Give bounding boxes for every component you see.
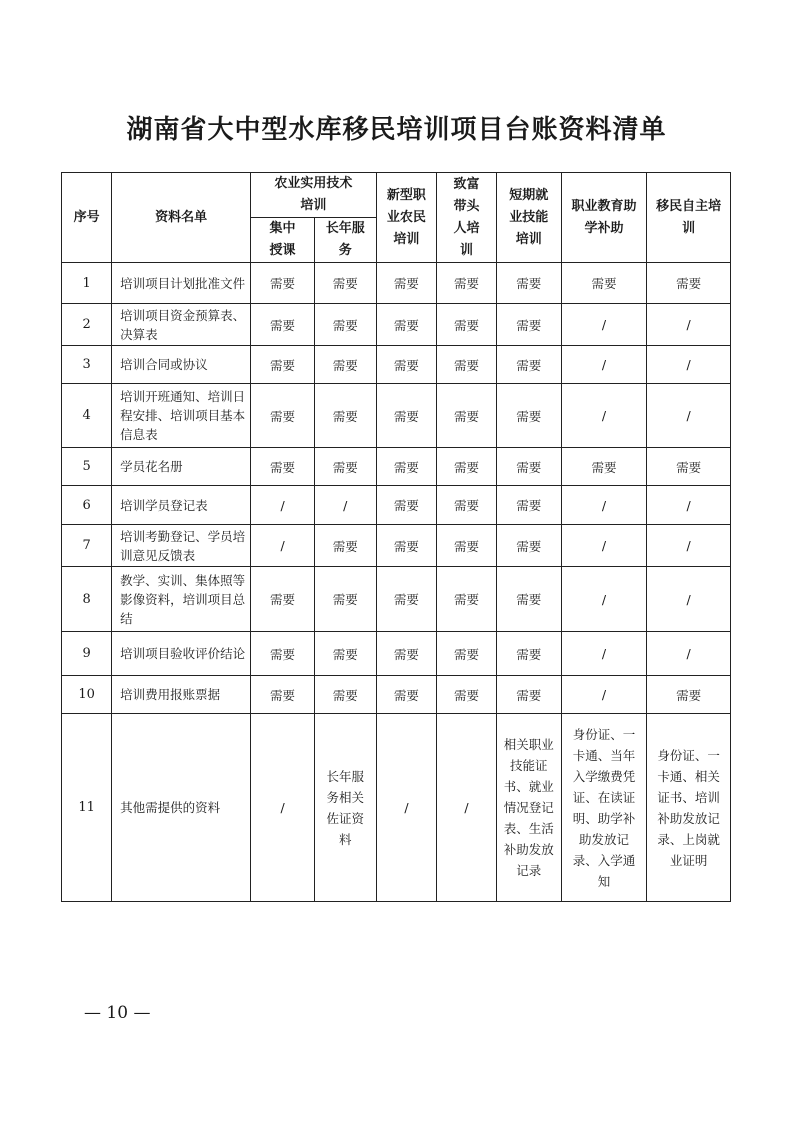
cell: 需要 [496,448,561,486]
cell: 需要 [496,384,561,448]
header-self: 移民自主培训 [647,173,731,263]
table-row [62,384,731,448]
header-agri-group: 农业实用技术培训 [251,173,376,218]
cell: 需要 [314,525,376,567]
cell: 需要 [376,304,437,346]
cell: 需要 [314,676,376,714]
row-name: 培训项目资金预算表、决算表 [112,304,251,346]
cell: / [561,486,647,525]
cell: / [251,714,315,902]
cell: 需要 [437,525,497,567]
header-name: 资料名单 [112,173,251,263]
cell: 身份证、一卡通、相关证书、培训补助发放记录、上岗就业证明 [647,714,731,902]
cell: 需要 [647,263,731,304]
row-name: 培训开班通知、培训日程安排、培训项目基本信息表 [112,384,251,448]
row-number: 11 [62,714,112,902]
cell: 需要 [437,448,497,486]
table-row [62,714,731,902]
cell: 需要 [437,346,497,384]
cell: / [376,714,437,902]
cell: / [647,525,731,567]
table-row [62,676,731,714]
cell: 需要 [647,676,731,714]
cell: / [647,567,731,632]
row-name: 培训项目验收评价结论 [112,632,251,676]
cell: 需要 [251,567,315,632]
row-number: 10 [62,676,112,714]
cell: 需要 [314,384,376,448]
cell: 需要 [496,346,561,384]
cell: / [251,525,315,567]
cell: 相关职业技能证书、就业情况登记表、生活补助发放记录 [496,714,561,902]
row-number: 6 [62,486,112,525]
cell: 需要 [376,384,437,448]
cell: 需要 [314,304,376,346]
header-agri-sub1: 集中授课 [251,218,315,263]
cell: 需要 [496,486,561,525]
row-number: 2 [62,304,112,346]
row-name: 其他需提供的资料 [112,714,251,902]
cell: / [647,632,731,676]
cell: 需要 [496,567,561,632]
cell: 需要 [376,346,437,384]
cell: 需要 [251,304,315,346]
document-title: 湖南省大中型水库移民培训项目台账资料清单 [126,115,667,145]
table-row [62,304,731,346]
cell: 需要 [437,676,497,714]
cell: 需要 [251,676,315,714]
row-name: 培训合同或协议 [112,346,251,384]
table-row [62,448,731,486]
cell: 需要 [437,263,497,304]
row-name: 培训学员登记表 [112,486,251,525]
cell: 需要 [376,486,437,525]
ledger-table [61,172,731,902]
row-name: 培训项目计划批准文件 [112,263,251,304]
cell: 需要 [314,263,376,304]
row-number: 1 [62,263,112,304]
cell: 需要 [561,263,647,304]
cell: / [647,304,731,346]
cell: / [561,632,647,676]
row-number: 7 [62,525,112,567]
header-seq: 序号 [62,173,112,263]
cell: 需要 [437,304,497,346]
cell: / [561,304,647,346]
table-row [62,525,731,567]
header-short-term: 短期就业技能培训 [496,173,561,263]
table-row [62,486,731,525]
header-farmer: 新型职业农民培训 [376,173,437,263]
row-number: 5 [62,448,112,486]
cell: 需要 [647,448,731,486]
cell: 需要 [251,448,315,486]
cell: / [561,676,647,714]
table-row [62,346,731,384]
cell: 需要 [437,632,497,676]
cell: / [437,714,497,902]
row-name: 学员花名册 [112,448,251,486]
row-name: 教学、实训、集体照等影像资料，培训项目总结 [112,567,251,632]
cell: 需要 [437,567,497,632]
cell: / [647,346,731,384]
cell: 需要 [496,632,561,676]
cell: 需要 [376,525,437,567]
cell: 需要 [251,263,315,304]
cell: / [561,384,647,448]
row-number: 3 [62,346,112,384]
cell: 长年服务相关佐证资料 [314,714,376,902]
header-vocational: 职业教育助学补助 [561,173,647,263]
cell: / [647,486,731,525]
table-row [62,632,731,676]
row-number: 9 [62,632,112,676]
row-name: 培训费用报账票据 [112,676,251,714]
cell: 需要 [496,304,561,346]
header-leader: 致富带头人培训 [437,173,497,263]
cell: / [561,567,647,632]
cell: / [561,525,647,567]
cell: / [647,384,731,448]
cell: / [251,486,315,525]
cell: 需要 [251,346,315,384]
page-number: — 10 — [84,1003,151,1023]
cell: / [314,486,376,525]
cell: 需要 [376,632,437,676]
header-agri-sub2: 长年服务 [314,218,376,263]
table-row [62,567,731,632]
cell: 需要 [251,384,315,448]
cell: 需要 [376,263,437,304]
cell: 身份证、一卡通、当年入学缴费凭证、在读证明、助学补助发放记录、入学通知 [561,714,647,902]
cell: 需要 [314,346,376,384]
cell: 需要 [561,448,647,486]
cell: 需要 [496,263,561,304]
cell: 需要 [251,632,315,676]
cell: 需要 [314,448,376,486]
cell: / [561,346,647,384]
table-row [62,263,731,304]
row-name: 培训考勤登记、学员培训意见反馈表 [112,525,251,567]
row-number: 4 [62,384,112,448]
cell: 需要 [314,632,376,676]
cell: 需要 [314,567,376,632]
cell: 需要 [376,448,437,486]
cell: 需要 [376,676,437,714]
cell: 需要 [496,525,561,567]
cell: 需要 [437,384,497,448]
cell: 需要 [437,486,497,525]
cell: 需要 [376,567,437,632]
row-number: 8 [62,567,112,632]
cell: 需要 [496,676,561,714]
